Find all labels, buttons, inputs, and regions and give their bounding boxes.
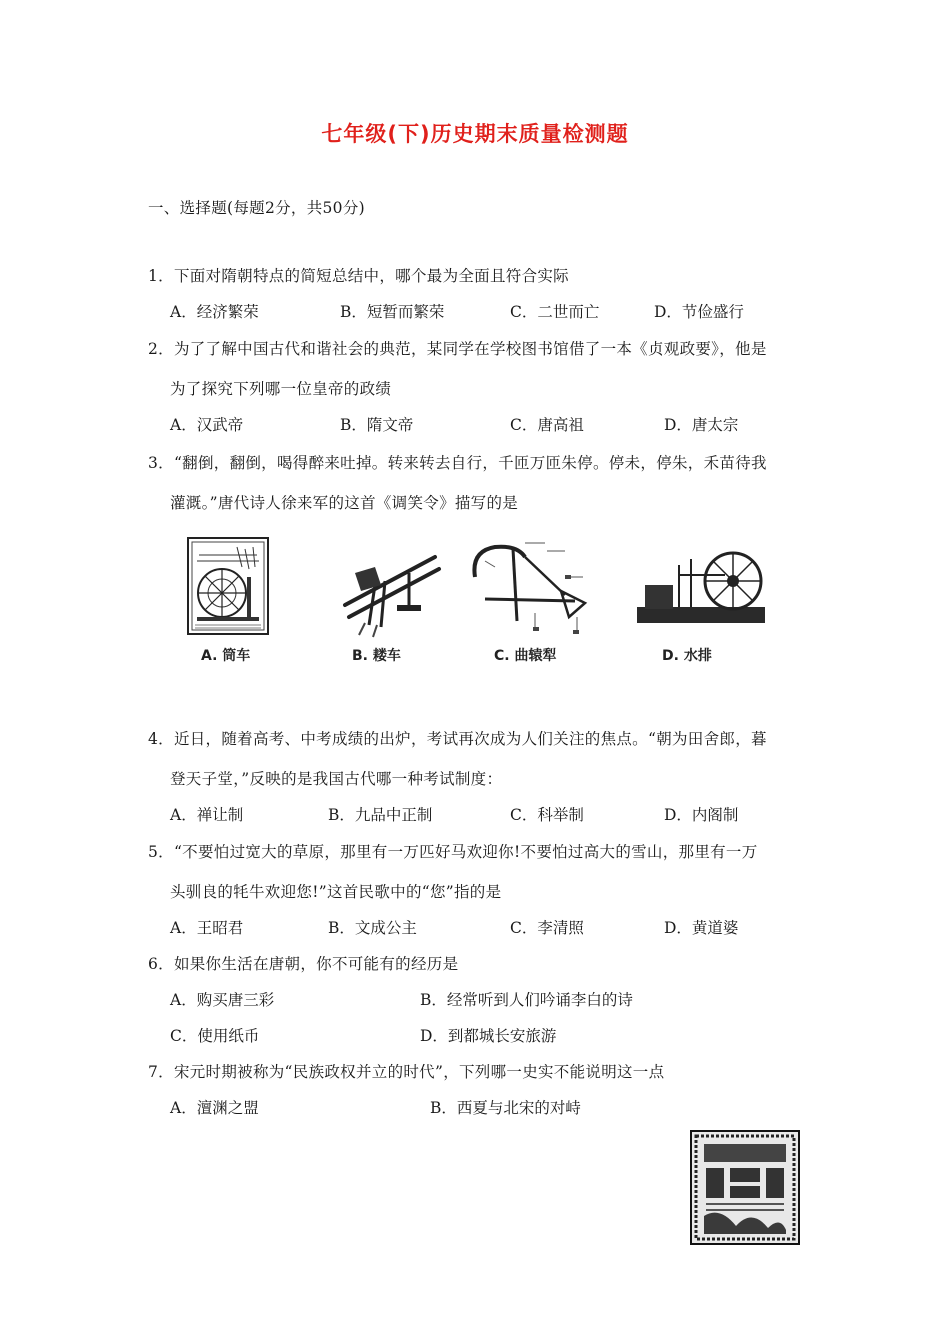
- question-7-stem: 7．宋元时期被称为“民族政权并立的时代”，下列哪一史实不能说明这一点: [148, 1063, 665, 1081]
- q1-option-b: B．短暂而繁荣: [340, 303, 445, 321]
- figure-tongche-image: [187, 537, 269, 639]
- q7-option-a: A．澶渊之盟: [170, 1099, 259, 1117]
- figure-louche-image: [335, 545, 445, 644]
- section-heading: 一、选择题(每题2分，共50分): [148, 199, 365, 217]
- q6-option-a: A．购买唐三彩: [170, 991, 275, 1009]
- figure-caption-b: B. 耧车: [352, 648, 401, 664]
- q6-option-d: D．到都城长安旅游: [420, 1027, 557, 1045]
- q2-option-a: A．汉武帝: [170, 416, 244, 434]
- question-5-stem-cont: 头驯良的牦牛欢迎您!”这首民歌中的“您”指的是: [170, 883, 502, 901]
- q1-option-a: A．经济繁荣: [170, 303, 259, 321]
- banknote-image: [690, 1130, 800, 1249]
- q5-option-b: B．文成公主: [328, 919, 417, 937]
- q5-option-a: A．王昭君: [170, 919, 244, 937]
- question-1-stem: 1．下面对隋朝特点的简短总结中，哪个最为全面且符合实际: [148, 267, 569, 285]
- document-title: 七年级(下)历史期末质量检测题: [321, 122, 629, 146]
- q2-option-b: B．隋文帝: [340, 416, 414, 434]
- q2-option-c: C．唐高祖: [510, 416, 584, 434]
- question-3-stem-cont: 灌溉。”唐代诗人徐来军的这首《调笑令》描写的是: [170, 494, 519, 512]
- q1-option-d: D．节俭盛行: [654, 303, 744, 321]
- q7-option-b: B．西夏与北宋的对峙: [430, 1099, 581, 1117]
- question-6-stem: 6．如果你生活在唐朝，你不可能有的经历是: [148, 955, 459, 973]
- question-2-stem-cont: 为了探究下列哪一位皇帝的政绩: [170, 380, 392, 398]
- q5-option-c: C．李清照: [510, 919, 584, 937]
- q5-option-d: D．黄道婆: [664, 919, 739, 937]
- figure-caption-c: C. 曲辕犁: [494, 648, 557, 664]
- question-5-stem: 5．“不要怕过宽大的草原，那里有一万匹好马欢迎你!不要怕过高大的雪山，那里有一万: [148, 843, 758, 861]
- q6-option-b: B．经常听到人们吟诵李白的诗: [420, 991, 633, 1009]
- q4-option-c: C．科举制: [510, 806, 584, 824]
- q4-option-b: B．九品中正制: [328, 806, 433, 824]
- q2-option-d: D．唐太宗: [664, 416, 739, 434]
- question-3-stem: 3．“翻倒，翻倒，喝得醉来吐掉。转来转去自行，千匝万匝朱停。停未，停朱，禾苗待我: [148, 454, 767, 472]
- q1-option-c: C．二世而亡: [510, 303, 600, 321]
- figure-caption-a: A. 筒车: [201, 648, 251, 664]
- q6-option-c: C．使用纸币: [170, 1027, 260, 1045]
- figure-caption-d: D. 水排: [662, 648, 712, 664]
- question-2-stem: 2．为了了解中国古代和谐社会的典范，某同学在学校图书馆借了一本《贞观政要》，他是: [148, 340, 767, 358]
- question-4-stem: 4．近日，随着高考、中考成绩的出炉，考试再次成为人们关注的焦点。“朝为田舍郎，暮: [148, 730, 767, 748]
- q4-option-d: D．内阁制: [664, 806, 739, 824]
- figure-quyuanli-image: [465, 537, 593, 641]
- question-4-stem-cont: 登天子堂，”反映的是我国古代哪一种考试制度：: [170, 770, 503, 788]
- q4-option-a: A．禅让制: [170, 806, 244, 824]
- figure-shuipai-image: [633, 545, 769, 639]
